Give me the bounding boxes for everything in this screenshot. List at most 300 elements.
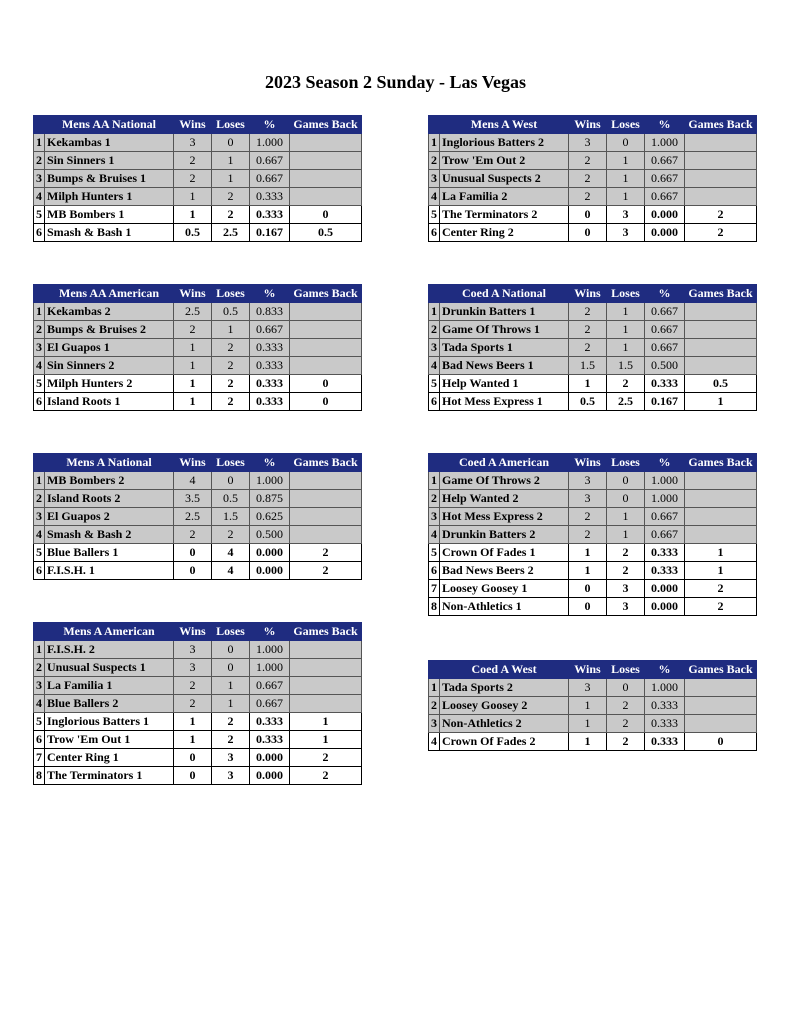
- header-row: [34, 454, 362, 472]
- team-name: MB Bombers 1: [45, 206, 174, 224]
- games-back-cell: [290, 695, 362, 713]
- rank-cell: 3: [429, 508, 440, 526]
- loses-cell: 0: [607, 490, 645, 508]
- rank-cell: 8: [34, 767, 45, 785]
- wins-cell: 3.5: [174, 490, 212, 508]
- games-back-cell: [290, 170, 362, 188]
- table-row: [34, 224, 362, 242]
- rank-cell: 4: [429, 733, 440, 751]
- games-back-cell: 0: [290, 375, 362, 393]
- rank-cell: 7: [34, 749, 45, 767]
- wins-cell: 3: [174, 641, 212, 659]
- table-row: [429, 375, 757, 393]
- pct-cell: 0.500: [645, 357, 685, 375]
- rank-cell: 1: [429, 134, 440, 152]
- pct-cell: 0.667: [645, 526, 685, 544]
- team-name: Island Roots 1: [45, 393, 174, 411]
- loses-cell: 1: [607, 188, 645, 206]
- table-row: [429, 303, 757, 321]
- team-name: La Familia 1: [45, 677, 174, 695]
- standings-table-coed-a-national: [428, 284, 757, 411]
- games-back-cell: [290, 188, 362, 206]
- pct-cell: 0.000: [645, 580, 685, 598]
- table-row: [34, 490, 362, 508]
- games-back-cell: [685, 134, 757, 152]
- header-row: [429, 454, 757, 472]
- table-row: [34, 544, 362, 562]
- rank-cell: 5: [34, 206, 45, 224]
- team-name: Blue Ballers 2: [45, 695, 174, 713]
- pct-header: %: [645, 285, 685, 303]
- loses-cell: 0: [607, 472, 645, 490]
- games-back-header: Games Back: [685, 285, 757, 303]
- pct-cell: 1.000: [250, 472, 290, 490]
- games-back-cell: 0: [290, 393, 362, 411]
- table-row: [34, 303, 362, 321]
- pct-header: %: [250, 623, 290, 641]
- team-name: Tada Sports 1: [440, 339, 569, 357]
- loses-cell: 2: [607, 697, 645, 715]
- standings-table-mens-a-american: [33, 622, 362, 785]
- rank-header: [34, 454, 45, 472]
- games-back-cell: [685, 679, 757, 697]
- pct-cell: 1.000: [250, 641, 290, 659]
- rank-cell: 2: [429, 321, 440, 339]
- wins-cell: 1: [174, 731, 212, 749]
- pct-cell: 0.333: [645, 733, 685, 751]
- division-name: Mens AA National: [45, 116, 174, 134]
- team-name: La Familia 2: [440, 188, 569, 206]
- wins-header: Wins: [569, 454, 607, 472]
- wins-cell: 2: [174, 170, 212, 188]
- wins-header: Wins: [174, 285, 212, 303]
- rank-cell: 5: [34, 544, 45, 562]
- table-row: [429, 598, 757, 616]
- rank-cell: 4: [34, 357, 45, 375]
- loses-header: Loses: [607, 285, 645, 303]
- team-name: Help Wanted 2: [440, 490, 569, 508]
- division-name: Mens A West: [440, 116, 569, 134]
- games-back-header: Games Back: [290, 285, 362, 303]
- loses-cell: 2: [212, 731, 250, 749]
- games-back-cell: 1: [685, 393, 757, 411]
- team-name: F.I.S.H. 1: [45, 562, 174, 580]
- rank-header: [34, 623, 45, 641]
- games-back-cell: [685, 490, 757, 508]
- rank-cell: 3: [34, 508, 45, 526]
- team-name: Inglorious Batters 1: [45, 713, 174, 731]
- team-name: Unusual Suspects 2: [440, 170, 569, 188]
- wins-cell: 0.5: [569, 393, 607, 411]
- loses-cell: 0: [212, 659, 250, 677]
- rank-cell: 5: [429, 375, 440, 393]
- team-name: Bad News Beers 1: [440, 357, 569, 375]
- games-back-header: Games Back: [685, 661, 757, 679]
- loses-cell: 0: [212, 134, 250, 152]
- wins-cell: 0: [174, 767, 212, 785]
- pct-cell: 0.333: [645, 697, 685, 715]
- wins-cell: 2: [569, 339, 607, 357]
- team-name: Non-Athletics 2: [440, 715, 569, 733]
- rank-cell: 1: [429, 679, 440, 697]
- rank-header: [429, 116, 440, 134]
- team-name: Crown Of Fades 2: [440, 733, 569, 751]
- pct-cell: 0.667: [645, 303, 685, 321]
- standings-table-coed-a-american: [428, 453, 757, 616]
- games-back-cell: [685, 339, 757, 357]
- loses-cell: 1: [607, 508, 645, 526]
- loses-cell: 1: [212, 170, 250, 188]
- rank-cell: 6: [34, 731, 45, 749]
- games-back-cell: [685, 508, 757, 526]
- pct-cell: 1.000: [645, 679, 685, 697]
- table-row: [429, 321, 757, 339]
- table-row: [34, 357, 362, 375]
- games-back-cell: 0: [290, 206, 362, 224]
- wins-header: Wins: [569, 116, 607, 134]
- loses-cell: 2: [607, 562, 645, 580]
- loses-cell: 1: [607, 152, 645, 170]
- rank-cell: 5: [34, 375, 45, 393]
- wins-cell: 1: [569, 715, 607, 733]
- pct-header: %: [645, 454, 685, 472]
- table-row: [429, 224, 757, 242]
- games-back-cell: [290, 641, 362, 659]
- wins-cell: 1: [174, 393, 212, 411]
- team-name: Drunkin Batters 2: [440, 526, 569, 544]
- table-row: [34, 713, 362, 731]
- loses-cell: 3: [607, 206, 645, 224]
- loses-cell: 2: [607, 715, 645, 733]
- loses-cell: 2: [212, 393, 250, 411]
- table-row: [429, 526, 757, 544]
- pct-cell: 0.000: [645, 224, 685, 242]
- rank-cell: 4: [429, 526, 440, 544]
- loses-cell: 0: [607, 679, 645, 697]
- team-name: Hot Mess Express 1: [440, 393, 569, 411]
- pct-cell: 0.000: [250, 562, 290, 580]
- table-row: [34, 152, 362, 170]
- rank-cell: 2: [34, 152, 45, 170]
- rank-cell: 1: [429, 472, 440, 490]
- loses-cell: 1: [212, 677, 250, 695]
- games-back-cell: [685, 715, 757, 733]
- loses-cell: 0: [607, 134, 645, 152]
- games-back-cell: 2: [685, 598, 757, 616]
- rank-header: [34, 285, 45, 303]
- wins-cell: 2: [569, 508, 607, 526]
- table-row: [34, 472, 362, 490]
- games-back-header: Games Back: [290, 454, 362, 472]
- standings-table-coed-a-west: [428, 660, 757, 751]
- pct-cell: 0.000: [250, 544, 290, 562]
- pct-cell: 0.000: [250, 767, 290, 785]
- team-name: F.I.S.H. 2: [45, 641, 174, 659]
- pct-cell: 0.625: [250, 508, 290, 526]
- wins-cell: 1: [569, 697, 607, 715]
- division-name: Coed A American: [440, 454, 569, 472]
- loses-cell: 1.5: [607, 357, 645, 375]
- loses-header: Loses: [212, 285, 250, 303]
- loses-cell: 2: [212, 713, 250, 731]
- table-row: [34, 767, 362, 785]
- pct-cell: 1.000: [645, 472, 685, 490]
- wins-header: Wins: [569, 661, 607, 679]
- team-name: The Terminators 1: [45, 767, 174, 785]
- wins-cell: 2: [569, 321, 607, 339]
- rank-cell: 2: [34, 321, 45, 339]
- team-name: Bad News Beers 2: [440, 562, 569, 580]
- standings-table-mens-aa-american: [33, 284, 362, 411]
- rank-cell: 3: [429, 339, 440, 357]
- table-row: [429, 170, 757, 188]
- loses-cell: 1: [607, 321, 645, 339]
- loses-cell: 2: [212, 339, 250, 357]
- loses-header: Loses: [212, 623, 250, 641]
- wins-cell: 2: [569, 188, 607, 206]
- rank-header: [429, 454, 440, 472]
- team-name: Island Roots 2: [45, 490, 174, 508]
- table-row: [429, 152, 757, 170]
- rank-header: [429, 661, 440, 679]
- pct-cell: 0.167: [645, 393, 685, 411]
- division-name: Mens AA American: [45, 285, 174, 303]
- pct-cell: 1.000: [645, 134, 685, 152]
- team-name: Inglorious Batters 2: [440, 134, 569, 152]
- wins-cell: 2: [174, 677, 212, 695]
- pct-cell: 0.333: [645, 562, 685, 580]
- loses-cell: 2: [607, 544, 645, 562]
- pct-cell: 0.333: [250, 375, 290, 393]
- pct-cell: 0.667: [250, 677, 290, 695]
- games-back-cell: 2: [290, 544, 362, 562]
- pct-header: %: [645, 116, 685, 134]
- header-row: [429, 116, 757, 134]
- loses-cell: 1: [607, 170, 645, 188]
- pct-cell: 0.667: [645, 152, 685, 170]
- loses-cell: 3: [607, 224, 645, 242]
- team-name: Game Of Throws 2: [440, 472, 569, 490]
- table-row: [429, 508, 757, 526]
- team-name: Hot Mess Express 2: [440, 508, 569, 526]
- team-name: Tada Sports 2: [440, 679, 569, 697]
- wins-cell: 2: [174, 321, 212, 339]
- loses-header: Loses: [607, 116, 645, 134]
- games-back-cell: [290, 134, 362, 152]
- rank-cell: 5: [34, 713, 45, 731]
- wins-cell: 1: [174, 188, 212, 206]
- loses-cell: 1: [212, 321, 250, 339]
- rank-header: [429, 285, 440, 303]
- pct-cell: 0.667: [645, 188, 685, 206]
- team-name: Game Of Throws 1: [440, 321, 569, 339]
- table-row: [429, 339, 757, 357]
- table-row: [429, 206, 757, 224]
- rank-cell: 3: [34, 339, 45, 357]
- rank-cell: 2: [429, 697, 440, 715]
- wins-cell: 2: [569, 170, 607, 188]
- table-row: [429, 715, 757, 733]
- pct-header: %: [250, 116, 290, 134]
- loses-header: Loses: [212, 454, 250, 472]
- table-row: [429, 490, 757, 508]
- team-name: Blue Ballers 1: [45, 544, 174, 562]
- loses-cell: 0.5: [212, 490, 250, 508]
- wins-cell: 0: [174, 562, 212, 580]
- games-back-cell: [290, 659, 362, 677]
- pct-cell: 0.000: [250, 749, 290, 767]
- wins-header: Wins: [174, 454, 212, 472]
- loses-cell: 0: [212, 472, 250, 490]
- pct-cell: 0.000: [645, 598, 685, 616]
- loses-cell: 3: [607, 580, 645, 598]
- loses-cell: 2: [212, 188, 250, 206]
- pct-cell: 0.833: [250, 303, 290, 321]
- team-name: Unusual Suspects 1: [45, 659, 174, 677]
- division-name: Coed A West: [440, 661, 569, 679]
- wins-cell: 0: [569, 224, 607, 242]
- pct-cell: 0.333: [250, 188, 290, 206]
- rank-cell: 3: [34, 170, 45, 188]
- header-row: [429, 285, 757, 303]
- rank-header: [34, 116, 45, 134]
- wins-cell: 3: [174, 134, 212, 152]
- loses-cell: 4: [212, 544, 250, 562]
- page-title: 2023 Season 2 Sunday - Las Vegas: [264, 72, 527, 92]
- rank-cell: 7: [429, 580, 440, 598]
- games-back-cell: 2: [290, 767, 362, 785]
- team-name: Non-Athletics 1: [440, 598, 569, 616]
- rank-cell: 8: [429, 598, 440, 616]
- wins-cell: 1: [569, 375, 607, 393]
- rank-cell: 6: [34, 393, 45, 411]
- rank-cell: 3: [429, 715, 440, 733]
- games-back-header: Games Back: [290, 623, 362, 641]
- table-row: [34, 393, 362, 411]
- team-name: Sin Sinners 1: [45, 152, 174, 170]
- wins-cell: 3: [174, 659, 212, 677]
- table-row: [34, 562, 362, 580]
- table-row: [34, 375, 362, 393]
- games-back-cell: [290, 472, 362, 490]
- wins-header: Wins: [174, 623, 212, 641]
- games-back-cell: [685, 526, 757, 544]
- wins-cell: 1: [569, 544, 607, 562]
- rank-cell: 6: [429, 562, 440, 580]
- games-back-cell: [290, 490, 362, 508]
- team-name: Loosey Goosey 1: [440, 580, 569, 598]
- rank-cell: 2: [429, 152, 440, 170]
- pct-cell: 0.667: [250, 321, 290, 339]
- wins-cell: 3: [569, 472, 607, 490]
- rank-cell: 6: [429, 224, 440, 242]
- table-row: [34, 749, 362, 767]
- table-row: [34, 206, 362, 224]
- table-row: [429, 733, 757, 751]
- table-row: [429, 134, 757, 152]
- loses-cell: 2: [212, 526, 250, 544]
- pct-cell: 0.667: [645, 339, 685, 357]
- table-row: [429, 679, 757, 697]
- wins-cell: 1: [174, 375, 212, 393]
- wins-cell: 3: [569, 134, 607, 152]
- rank-cell: 5: [429, 544, 440, 562]
- rank-cell: 4: [34, 695, 45, 713]
- games-back-cell: [290, 677, 362, 695]
- table-row: [429, 472, 757, 490]
- wins-cell: 0.5: [174, 224, 212, 242]
- table-row: [429, 697, 757, 715]
- table-row: [34, 731, 362, 749]
- team-name: Milph Hunters 2: [45, 375, 174, 393]
- wins-cell: 1: [174, 339, 212, 357]
- wins-cell: 2.5: [174, 303, 212, 321]
- wins-header: Wins: [174, 116, 212, 134]
- pct-header: %: [645, 661, 685, 679]
- wins-cell: 2.5: [174, 508, 212, 526]
- games-back-cell: 0: [685, 733, 757, 751]
- games-back-cell: [290, 303, 362, 321]
- header-row: [34, 285, 362, 303]
- rank-cell: 6: [34, 224, 45, 242]
- games-back-cell: [290, 526, 362, 544]
- rank-cell: 2: [34, 490, 45, 508]
- wins-cell: 4: [174, 472, 212, 490]
- wins-cell: 3: [569, 490, 607, 508]
- team-name: Crown Of Fades 1: [440, 544, 569, 562]
- rank-cell: 4: [429, 357, 440, 375]
- rank-cell: 4: [429, 188, 440, 206]
- team-name: MB Bombers 2: [45, 472, 174, 490]
- pct-cell: 0.500: [250, 526, 290, 544]
- table-row: [34, 339, 362, 357]
- team-name: Center Ring 2: [440, 224, 569, 242]
- wins-cell: 0: [569, 580, 607, 598]
- team-name: Trow 'Em Out 2: [440, 152, 569, 170]
- pct-cell: 0.333: [250, 393, 290, 411]
- table-row: [34, 170, 362, 188]
- wins-cell: 1: [174, 206, 212, 224]
- pct-cell: 1.000: [645, 490, 685, 508]
- wins-cell: 0: [569, 598, 607, 616]
- table-row: [34, 508, 362, 526]
- division-name: Mens A National: [45, 454, 174, 472]
- rank-cell: 2: [34, 659, 45, 677]
- table-row: [429, 544, 757, 562]
- pct-cell: 1.000: [250, 134, 290, 152]
- team-name: El Guapos 1: [45, 339, 174, 357]
- team-name: Drunkin Batters 1: [440, 303, 569, 321]
- games-back-cell: 1: [290, 731, 362, 749]
- games-back-cell: [290, 357, 362, 375]
- games-back-cell: 2: [685, 206, 757, 224]
- table-row: [34, 677, 362, 695]
- loses-cell: 1: [607, 526, 645, 544]
- table-row: [429, 562, 757, 580]
- games-back-cell: [290, 339, 362, 357]
- table-row: [34, 526, 362, 544]
- table-row: [34, 134, 362, 152]
- team-name: The Terminators 2: [440, 206, 569, 224]
- games-back-cell: 1: [290, 713, 362, 731]
- team-name: Milph Hunters 1: [45, 188, 174, 206]
- standings-table-mens-aa-national: [33, 115, 362, 242]
- rank-cell: 1: [34, 134, 45, 152]
- games-back-cell: 2: [685, 224, 757, 242]
- team-name: Smash & Bash 1: [45, 224, 174, 242]
- loses-cell: 2: [212, 206, 250, 224]
- team-name: Trow 'Em Out 1: [45, 731, 174, 749]
